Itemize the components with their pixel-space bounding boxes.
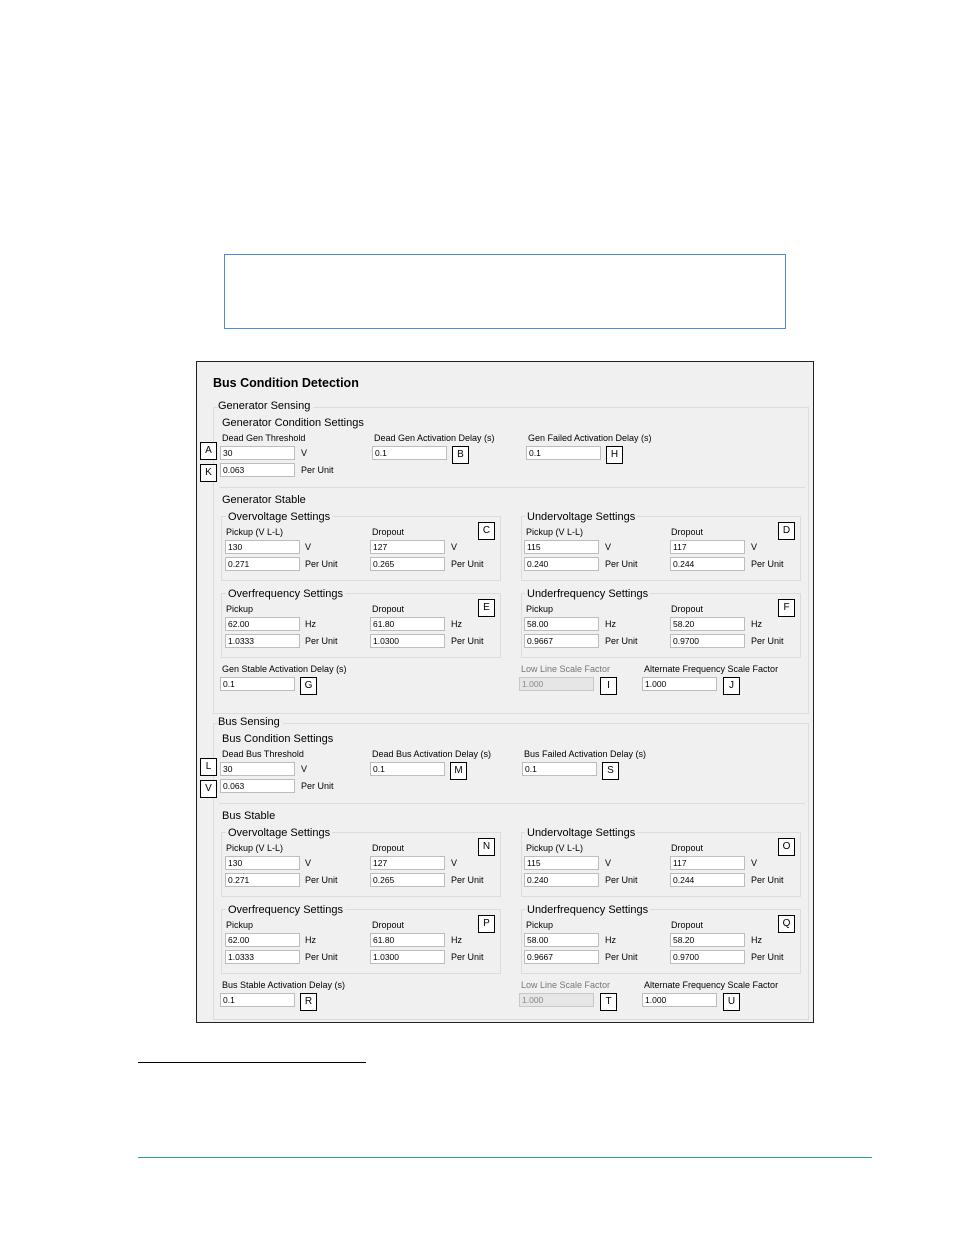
gen-of-dropout-pu-input[interactable]: 1.0300: [370, 634, 445, 648]
dropout-label: Dropout: [372, 604, 405, 614]
callout-d: D: [778, 522, 795, 540]
gen-ov-dropout-input[interactable]: 127: [370, 540, 445, 554]
bus-sensing-label: Bus Sensing: [218, 716, 283, 728]
gen-uv-pickup-pu-input[interactable]: 0.240: [524, 557, 599, 571]
unit-label: Hz: [605, 935, 616, 945]
bus-ov-dropout-pu-input[interactable]: 0.265: [370, 873, 445, 887]
pickup-label: Pickup: [526, 920, 554, 930]
dead-bus-delay-label: Dead Bus Activation Delay (s): [372, 749, 492, 759]
gen-uf-dropout-input[interactable]: 58.20: [670, 617, 745, 631]
bus-failed-delay-input[interactable]: 0.1: [522, 762, 597, 776]
dead-gen-delay-input[interactable]: 0.1: [372, 446, 447, 460]
dead-bus-threshold-input[interactable]: 30: [220, 762, 295, 776]
bus-uv-pickup-pu-input[interactable]: 0.240: [524, 873, 599, 887]
dropout-label: Dropout: [671, 604, 704, 614]
unit-label: Per Unit: [605, 952, 638, 962]
dead-bus-delay-input[interactable]: 0.1: [370, 762, 445, 776]
callout-b: B: [452, 446, 469, 464]
callout-q: Q: [778, 915, 795, 933]
unit-label: Hz: [305, 619, 316, 629]
bus-ov-pickup-input[interactable]: 130: [225, 856, 300, 870]
callout-e: E: [478, 599, 495, 617]
callout-t: T: [600, 993, 617, 1011]
unit-label: Per Unit: [305, 636, 338, 646]
callout-s: S: [602, 762, 619, 780]
bus-uv-dropout-input[interactable]: 117: [670, 856, 745, 870]
gen-uv-dropout-input[interactable]: 117: [670, 540, 745, 554]
bus-ov-pickup-pu-input[interactable]: 0.271: [225, 873, 300, 887]
divider: [219, 803, 805, 804]
gen-failed-delay-label: Gen Failed Activation Delay (s): [528, 433, 652, 443]
unit-label: V: [301, 448, 308, 458]
dead-gen-threshold-label: Dead Gen Threshold: [222, 433, 306, 443]
gen-ov-pickup-pu-input[interactable]: 0.271: [225, 557, 300, 571]
pickup-label: Pickup (V L-L): [226, 843, 284, 853]
unit-label: V: [451, 858, 458, 868]
dropout-label: Dropout: [372, 843, 405, 853]
bus-condition-detection-panel: [196, 361, 814, 1023]
gen-uf-pickup-pu-input[interactable]: 0.9667: [524, 634, 599, 648]
bus-uf-dropout-pu-input[interactable]: 0.9700: [670, 950, 745, 964]
gen-of-pickup-input[interactable]: 62.00: [225, 617, 300, 631]
generator-stable-label: Generator Stable: [222, 494, 306, 506]
unit-label: V: [305, 542, 312, 552]
bus-of-dropout-pu-input[interactable]: 1.0300: [370, 950, 445, 964]
generator-condition-settings-label: Generator Condition Settings: [222, 417, 364, 429]
gen-alt-freq-scale-input[interactable]: 1.000: [642, 677, 717, 691]
bus-ov-dropout-input[interactable]: 127: [370, 856, 445, 870]
bus-uf-dropout-input[interactable]: 58.20: [670, 933, 745, 947]
unit-label: Per Unit: [301, 781, 334, 791]
gen-low-line-scale-input: 1.000: [519, 677, 594, 691]
pickup-label: Pickup: [226, 920, 254, 930]
note-box: [224, 254, 786, 329]
gen-failed-delay-input[interactable]: 0.1: [526, 446, 601, 460]
bus-underfrequency-title: Underfrequency Settings: [527, 904, 649, 916]
gen-uv-dropout-pu-input[interactable]: 0.244: [670, 557, 745, 571]
unit-label: Per Unit: [751, 875, 784, 885]
callout-o: O: [778, 838, 795, 856]
dropout-label: Dropout: [671, 527, 704, 537]
gen-overvoltage-title: Overvoltage Settings: [228, 511, 331, 523]
bus-uv-pickup-input[interactable]: 115: [524, 856, 599, 870]
unit-label: Hz: [451, 619, 462, 629]
gen-undervoltage-title: Undervoltage Settings: [527, 511, 636, 523]
unit-label: V: [305, 858, 312, 868]
unit-label: Hz: [305, 935, 316, 945]
unit-label: Per Unit: [751, 559, 784, 569]
gen-stable-delay-input[interactable]: 0.1: [220, 677, 295, 691]
callout-c: C: [478, 522, 495, 540]
gen-stable-delay-label: Gen Stable Activation Delay (s): [222, 664, 347, 674]
unit-label: Per Unit: [605, 636, 638, 646]
pickup-label: Pickup (V L-L): [226, 527, 284, 537]
dead-bus-threshold-label: Dead Bus Threshold: [222, 749, 304, 759]
unit-label: Per Unit: [751, 952, 784, 962]
unit-label: Hz: [751, 619, 762, 629]
gen-overfrequency-title: Overfrequency Settings: [228, 588, 343, 600]
gen-uv-pickup-input[interactable]: 115: [524, 540, 599, 554]
dead-gen-threshold-input[interactable]: 30: [220, 446, 295, 460]
unit-label: V: [451, 542, 458, 552]
bus-stable-label: Bus Stable: [222, 810, 276, 822]
callout-n: N: [478, 838, 495, 856]
callout-a: A: [200, 442, 217, 460]
bus-overvoltage-title: Overvoltage Settings: [228, 827, 331, 839]
page-bottom-rule: [138, 1157, 872, 1158]
unit-label: Per Unit: [605, 875, 638, 885]
bus-uf-pickup-input[interactable]: 58.00: [524, 933, 599, 947]
low-line-scale-label: Low Line Scale Factor: [521, 980, 611, 990]
pickup-label: Pickup (V L-L): [526, 843, 584, 853]
callout-p: P: [478, 915, 495, 933]
bus-alt-freq-scale-input[interactable]: 1.000: [642, 993, 717, 1007]
alt-freq-scale-label: Alternate Frequency Scale Factor: [644, 980, 779, 990]
callout-k: K: [200, 464, 217, 482]
unit-label: V: [751, 858, 758, 868]
unit-label: Per Unit: [305, 559, 338, 569]
gen-underfrequency-title: Underfrequency Settings: [527, 588, 649, 600]
panel-title: Bus Condition Detection: [213, 376, 359, 390]
callout-f: F: [778, 599, 795, 617]
unit-label: Per Unit: [305, 875, 338, 885]
gen-uf-dropout-pu-input[interactable]: 0.9700: [670, 634, 745, 648]
callout-h: H: [606, 446, 623, 464]
unit-label: Per Unit: [451, 952, 484, 962]
generator-sensing-label: Generator Sensing: [218, 400, 313, 412]
gen-of-pickup-pu-input[interactable]: 1.0333: [225, 634, 300, 648]
unit-label: Hz: [451, 935, 462, 945]
dropout-label: Dropout: [372, 527, 405, 537]
bus-undervoltage-title: Undervoltage Settings: [527, 827, 636, 839]
unit-label: V: [605, 858, 612, 868]
callout-m: M: [450, 762, 467, 780]
gen-ov-dropout-pu-input[interactable]: 0.265: [370, 557, 445, 571]
unit-label: Per Unit: [751, 636, 784, 646]
callout-i: I: [600, 677, 617, 695]
pickup-label: Pickup: [526, 604, 554, 614]
gen-of-dropout-input[interactable]: 61.80: [370, 617, 445, 631]
pickup-label: Pickup: [226, 604, 254, 614]
bus-uf-pickup-pu-input[interactable]: 0.9667: [524, 950, 599, 964]
bus-stable-delay-label: Bus Stable Activation Delay (s): [222, 980, 346, 990]
dropout-label: Dropout: [671, 843, 704, 853]
alt-freq-scale-label: Alternate Frequency Scale Factor: [644, 664, 779, 674]
dropout-label: Dropout: [671, 920, 704, 930]
dead-gen-pu-input[interactable]: 0.063: [220, 463, 295, 477]
unit-label: Per Unit: [605, 559, 638, 569]
dropout-label: Dropout: [372, 920, 405, 930]
bus-of-dropout-input[interactable]: 61.80: [370, 933, 445, 947]
unit-label: Per Unit: [301, 465, 334, 475]
dead-bus-pu-input[interactable]: 0.063: [220, 779, 295, 793]
bus-failed-delay-label: Bus Failed Activation Delay (s): [524, 749, 647, 759]
bus-low-line-scale-input: 1.000: [519, 993, 594, 1007]
gen-ov-pickup-input[interactable]: 130: [225, 540, 300, 554]
unit-label: Hz: [605, 619, 616, 629]
bus-uv-dropout-pu-input[interactable]: 0.244: [670, 873, 745, 887]
callout-u: U: [723, 993, 740, 1011]
unit-label: Per Unit: [451, 875, 484, 885]
bus-of-pickup-pu-input[interactable]: 1.0333: [225, 950, 300, 964]
unit-label: V: [751, 542, 758, 552]
unit-label: Per Unit: [305, 952, 338, 962]
callout-j: J: [723, 677, 740, 695]
callout-l: L: [200, 758, 217, 776]
callout-v: V: [200, 780, 217, 798]
low-line-scale-label: Low Line Scale Factor: [521, 664, 611, 674]
unit-label: Hz: [751, 935, 762, 945]
callout-g: G: [300, 677, 317, 695]
unit-label: Per Unit: [451, 636, 484, 646]
dead-gen-delay-label: Dead Gen Activation Delay (s): [374, 433, 495, 443]
bus-of-pickup-input[interactable]: 62.00: [225, 933, 300, 947]
unit-label: V: [301, 764, 308, 774]
gen-uf-pickup-input[interactable]: 58.00: [524, 617, 599, 631]
pickup-label: Pickup (V L-L): [526, 527, 584, 537]
bus-overfrequency-title: Overfrequency Settings: [228, 904, 343, 916]
callout-r: R: [300, 993, 317, 1011]
unit-label: V: [605, 542, 612, 552]
unit-label: Per Unit: [451, 559, 484, 569]
footnote-rule: [138, 1062, 366, 1063]
bus-condition-settings-label: Bus Condition Settings: [222, 733, 334, 745]
divider: [219, 487, 805, 488]
bus-stable-delay-input[interactable]: 0.1: [220, 993, 295, 1007]
